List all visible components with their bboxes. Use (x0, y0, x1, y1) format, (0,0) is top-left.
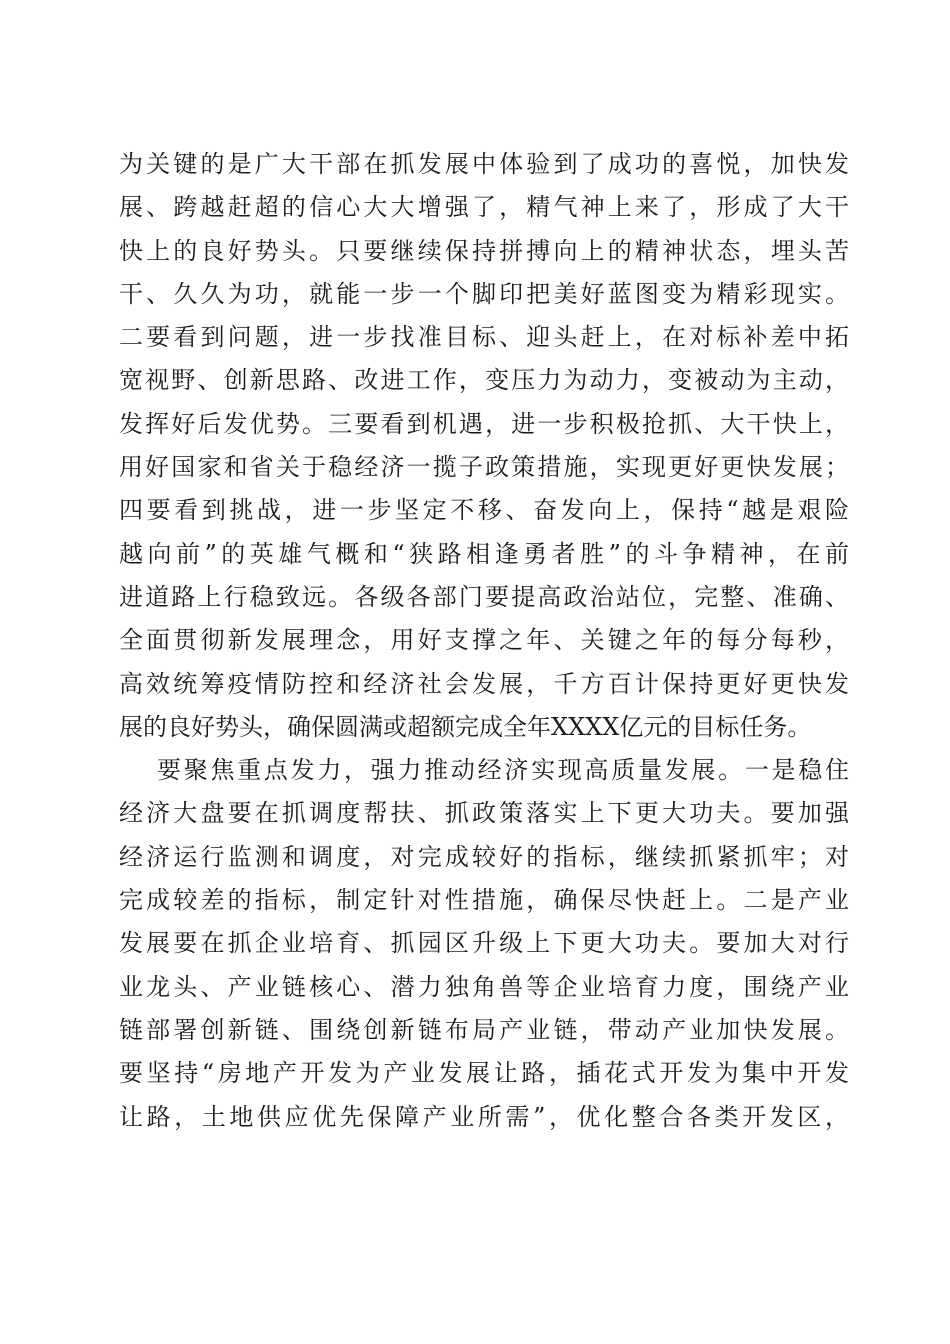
text-line: 要坚持“房地产开发为产业发展让路，插花式开发为集中开发 (119, 1059, 849, 1088)
text-line: 业龙头、产业链核心、潜力独角兽等企业培育力度，围绕产业 (119, 972, 849, 1001)
text-line: 为关键的是广大干部在抓发展中体验到了成功的喜悦，加快发 (119, 150, 849, 178)
text-line: 全面贯彻新发展理念，用好支撑之年、关键之年的每分每秒， (119, 626, 849, 655)
text-line: 完成较差的指标，制定针对性措施，确保尽快赶上。二是产业 (119, 886, 849, 915)
text-line: 干、久久为功，就能一步一个脚印把美好蓝图变为精彩现实。 (119, 279, 849, 308)
text-line: 快上的良好势头。只要继续保持拼搏向上的精神状态，埋头苦 (119, 236, 849, 265)
text-line: 高效统筹疫情防控和经济社会发展，千方百计保持更好更快发 (119, 669, 849, 698)
text-line: 展、跨越赶超的信心大大增强了，精气神上来了，形成了大干 (119, 193, 849, 222)
text-line: 链部署创新链、围绕创新链布局产业链，带动产业加快发展。 (119, 1015, 849, 1044)
paragraph-end-line: 展的良好势头，确保圆满或超额完成全年XXXX亿元的目标任务。 (119, 712, 812, 741)
text-line: 宽视野、创新思路、改进工作，变压力为动力，变被动为主动， (119, 366, 849, 395)
text-line: 越向前”的英雄气概和“狭路相逢勇者胜”的斗争精神，在前 (119, 539, 849, 568)
text-line: 用好国家和省关于稳经济一揽子政策措施，实现更好更快发展； (119, 453, 849, 482)
text-line: 让路，土地供应优先保障产业所需”，优化整合各类开发区， (119, 1102, 849, 1131)
text-line: 发展要在抓企业培育、抓园区升级上下更大功夫。要加大对行 (119, 929, 849, 958)
text-line: 四要看到挑战，进一步坚定不移、奋发向上，保持“越是艰险 (119, 496, 849, 525)
text-line: 进道路上行稳致远。各级各部门要提高政治站位，完整、准确、 (119, 582, 849, 611)
body-text (119, 143, 849, 1139)
paragraph-first-line: 要聚焦重点发力，强力推动经济实现高质量发展。一是稳住 (157, 756, 849, 785)
text-line: 发挥好后发优势。三要看到机遇，进一步积极抢抓、大干快上， (119, 409, 849, 438)
text-line: 经济大盘要在抓调度帮扶、抓政策落实上下更大功夫。要加强 (119, 799, 849, 828)
text-line: 二要看到问题，进一步找准目标、迎头赶上，在对标补差中拓 (119, 323, 849, 352)
text-line: 经济运行监测和调度，对完成较好的指标，继续抓紧抓牢；对 (119, 842, 849, 871)
